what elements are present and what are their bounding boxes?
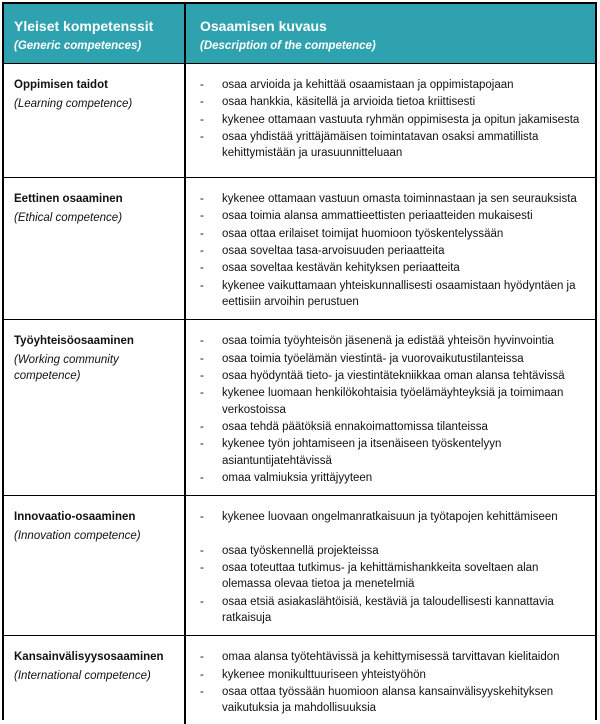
bullet-item [200,649,589,665]
bullet-dash: - [200,227,204,240]
bullet-dash: - [200,262,204,275]
bullet-text: osaa hyödyntää tieto- ja viestintätekniikkaa oman alansa tehtävissä [222,369,565,382]
competence-subtitle: (Ethical competence) [14,211,123,224]
table-row [4,636,595,724]
competence-subtitle: (Learning competence) [14,97,133,110]
table-header-row [4,4,595,64]
bullet-item [200,470,589,486]
header-col2-title: Osaamisen kuvaus [200,18,327,34]
competence-subtitle: (International competence) [14,669,151,682]
bullet-text: osaa toimia alansa ammattieettisten periaatteiden mukaisesti [222,210,533,223]
competence-table [2,2,597,720]
competence-name-cell [4,496,186,635]
table-body [4,64,595,724]
competence-description-cell [186,64,595,177]
bullet-text: kykenee luovaan ongelmanratkaisuun ja työtapojen kehittämiseen [222,511,558,524]
bullet-dash: - [200,335,204,348]
competence-subtitle: (Innovation competence) [14,529,141,542]
competence-subtitle: (Working community competence) [14,353,119,383]
bullet-text: osaa yhdistää yrittäjämäisen toimintatavan osaksi ammatillista kehittymistään ja urasuunnitteluaan [222,130,539,160]
header-col2-subtitle: (Description of the competence) [200,39,376,52]
bullet-dash: - [200,471,204,484]
bullet-item [200,543,589,559]
competence-title: Kansainvälisyysosaaminen [14,651,164,664]
bullet-text: kykenee ottamaan vastuuta ryhmän oppimisesta ja opitun jakamisesta [222,113,580,126]
bullet-dash: - [200,279,204,292]
bullet-item [200,243,589,259]
bullet-dash: - [200,668,204,681]
bullet-dash: - [200,511,204,524]
bullet-item [200,385,589,418]
bullet-dash: - [200,130,204,143]
bullet-dash: - [200,438,204,451]
bullet-list [200,509,589,626]
bullet-text: kykenee luomaan henkilökohtaisia työelämäyhteyksiä ja toimimaan verkostoissa [222,387,564,416]
competence-name-cell [4,320,186,495]
bullet-text: osaa soveltaa kestävän kehityksen periaatteita [222,262,460,275]
bullet-dash: - [200,352,204,365]
bullet-dash: - [200,420,204,433]
bullet-dash: - [200,369,204,382]
bullet-item [200,112,589,128]
bullet-text: osaa tehdä päätöksiä ennakoimattomissa tilanteissa [222,420,488,433]
header-col1-subtitle: (Generic competences) [14,39,142,52]
bullet-text: osaa hankkia, käsitellä ja arvioida tietoa kriittisesti [222,96,476,109]
bullet-item [200,594,589,627]
bullet-item [200,684,589,717]
bullet-item [200,208,589,224]
bullet-text: omaa alansa työtehtävissä ja kehittymisessä tarvittavan kielitaidon [222,651,560,664]
bullet-dash: - [200,193,204,205]
bullet-dash: - [200,595,204,608]
competence-description-cell [186,178,595,319]
bullet-text: osaa ottaa työssään huomioon alansa kansainvälisyyskehityksen vaikutuksia ja mahdollisuuksia [222,685,554,715]
competence-description-cell [186,636,595,724]
bullet-dash: - [200,561,204,574]
bullet-item [200,667,589,683]
bullet-dash: - [200,387,204,400]
bullet-dash: - [200,651,204,664]
competence-name-cell [4,636,186,724]
table-row [4,178,595,320]
bullet-list [200,77,589,162]
bullet-dash: - [200,244,204,257]
bullet-item [200,129,589,162]
competence-title: Työyhteisöosaaminen [14,335,134,348]
bullet-text: kykenee ottamaan vastuun omasta toiminnastaan ja sen seurauksista [222,193,577,205]
competence-description-cell [186,320,595,495]
bullet-item [200,191,589,207]
bullet-text: osaa toteuttaa tutkimus- ja kehittämishankkeita soveltaen alan olemassa olevaa tietoa ja menetelmiä [222,561,539,591]
bullet-text: osaa työskennellä projekteissa [222,544,379,557]
bullet-dash: - [200,210,204,223]
bullet-item [200,94,589,110]
bullet-list [200,333,589,486]
bullet-item [200,77,589,93]
bullet-text: kykenee työn johtamiseen ja itsenäiseen työskentelyyn asiantuntijatehtävissä [222,438,502,467]
bullet-item [200,226,589,242]
bullet-text: omaa valmiuksia yrittäjyyteen [222,471,373,484]
bullet-list [200,649,589,716]
bullet-dash: - [200,685,204,698]
bullet-text: osaa toimia työyhteisön jäsenenä ja edistää yhteisön hyvinvointia [222,335,554,348]
bullet-item [200,509,589,525]
competence-description-cell [186,496,595,635]
bullet-item [200,260,589,276]
bullet-item [200,351,589,367]
bullet-text: kykenee vaikuttamaan yhteiskunnallisesti osaamistaan hyödyntäen ja eettisiin arvoihin perustuen [222,279,576,308]
bullet-dash: - [200,544,204,557]
competence-title: Eettinen osaaminen [14,193,123,205]
table-row [4,320,595,496]
bullet-text: osaa toimia työelämän viestintä- ja vuorovaikutustilanteissa [222,352,524,365]
bullet-text: kykenee monikulttuuriseen yhteistyöhön [222,668,426,681]
bullet-item [200,278,589,311]
table-row [4,496,595,636]
bullet-text: osaa arvioida ja kehittää osaamistaan ja oppimistapojaan [222,79,514,91]
bullet-text: osaa etsiä asiakaslähtöisiä, kestäviä ja taloudellisesti kannattavia ratkaisuja [222,595,554,624]
bullet-item [200,419,589,435]
header-col1-title: Yleiset kompetenssit [14,18,154,34]
bullet-item [200,368,589,384]
bullet-dash: - [200,96,204,109]
bullet-item [200,436,589,469]
competence-title: Oppimisen taidot [14,79,108,91]
header-cell-description [186,4,595,63]
bullet-text: osaa soveltaa tasa-arvoisuuden periaatteita [222,244,445,257]
header-cell-generic-competences [4,4,186,63]
table-row [4,64,595,178]
competence-name-cell [4,64,186,177]
bullet-list [200,191,589,310]
bullet-text: osaa ottaa erilaiset toimijat huomioon työskentelyssään [222,227,504,240]
bullet-dash: - [200,79,204,91]
competence-title: Innovaatio-osaaminen [14,511,136,524]
bullet-item [200,560,589,593]
bullet-item [200,333,589,349]
competence-name-cell [4,178,186,319]
bullet-dash: - [200,113,204,126]
